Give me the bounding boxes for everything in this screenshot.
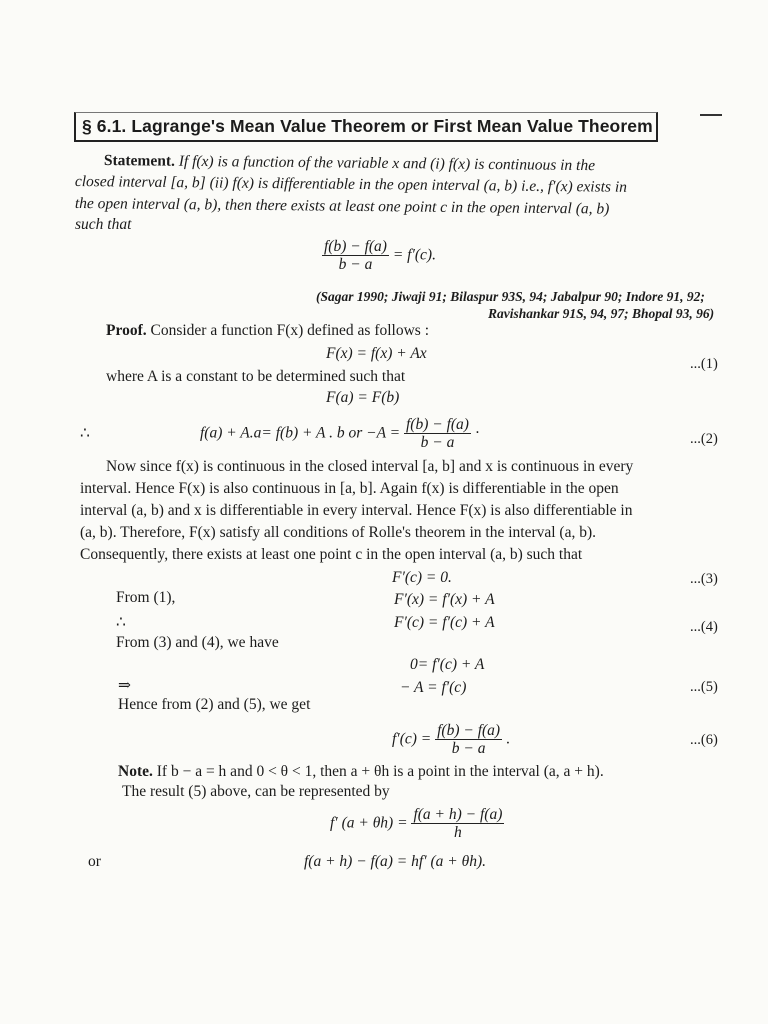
note-text-1: If b − a = h and 0 < θ < 1, then a + θh is a point in the interval (a, a + h).: [156, 763, 604, 780]
citation-line-2: Ravishankar 91S, 94, 97; Bhopal 93, 96): [488, 306, 715, 321]
statement-fraction: [322, 238, 389, 274]
statement-label: Statement.: [103, 151, 176, 170]
equation-6-dot: .: [505, 730, 510, 748]
note-label: Note.: [118, 763, 153, 780]
equation-2-numerator: f(b) − f(a): [406, 416, 469, 433]
equation-2-fraction: [404, 416, 471, 452]
from-2-5-text: Hence from (2) and (5), we get: [118, 696, 311, 713]
proof-para-line-4: (a, b). Therefore, F(x) satisfy all conditions of Rolle's theorem in the interval (a, b).: [80, 524, 597, 541]
where-line: where A is a constant to be determined such that: [106, 368, 406, 385]
zero-equation: 0= f′(c) + A: [410, 656, 485, 673]
corner-dash: [700, 114, 722, 116]
equation-5: − A = f′(c): [400, 679, 467, 696]
note-fraction: [411, 806, 504, 842]
equation-6: [392, 722, 510, 758]
equation-6-label: ...(6): [690, 732, 718, 748]
equation-4-label: ...(4): [690, 619, 718, 635]
statement-line-2: closed interval [a, b] (ii) f(x) is differentiable in the open interval (a, b) i.e., f′(x) exists in: [74, 172, 628, 196]
note-equation: [330, 806, 504, 842]
note-numerator: f(a + h) − f(a): [413, 806, 503, 823]
or-text: or: [88, 853, 101, 870]
proof-para-line-5: Consequently, there exists at least one point c in the open interval (a, b) such that: [80, 546, 583, 563]
equation-2-dot: ·: [474, 424, 481, 442]
equation-3-label: ...(3): [690, 571, 718, 587]
statement-line-4: such that: [75, 216, 132, 233]
from-3-4-text: From (3) and (4), we have: [116, 634, 279, 651]
implies-symbol: ⇒: [118, 677, 131, 694]
equation-2-label: ...(2): [690, 431, 718, 447]
equation-2: [200, 416, 480, 452]
equation-5-label: ...(5): [690, 679, 718, 695]
proof-para-line-2: interval. Hence F(x) is also continuous in [a, b]. Again f(x) is differentiable in the open: [80, 480, 619, 497]
section-heading: § 6.1. Lagrange's Mean Value Theorem or First Mean Value Theorem: [82, 116, 653, 136]
statement-equation: [322, 238, 436, 274]
boundary-condition: F(a) = F(b): [326, 389, 400, 406]
equation-6-fraction: [435, 722, 502, 758]
statement-line-3: the open interval (a, b), then there exists at least one point c in the open interval (a, b): [74, 194, 610, 218]
equation-6-denominator: b − a: [451, 740, 486, 757]
note-line-2: The result (5) above, can be represented by: [122, 783, 390, 800]
note-line-1: [118, 761, 604, 783]
equation-1: F(x) = f(x) + Ax: [326, 345, 427, 362]
proof-label: Proof.: [106, 322, 147, 339]
proof-intro-text: Consider a function F(x) defined as follows :: [150, 322, 429, 339]
equation-1-label: ...(1): [690, 356, 718, 372]
statement-numerator: f(b) − f(a): [324, 238, 387, 255]
proof-para-line-1: Now since f(x) is continuous in the closed interval [a, b] and x is continuous in every: [106, 458, 634, 475]
therefore-symbol-2: ∴: [116, 614, 126, 631]
final-equation: f(a + h) − f(a) = hf′ (a + θh).: [304, 853, 486, 870]
from-1-text: From (1),: [116, 589, 176, 606]
equation-2-denominator: b − a: [420, 434, 455, 451]
statement-text-1: If f(x) is a function of the variable x and (i) f(x) is continuous in the: [178, 152, 596, 175]
note-denominator: h: [454, 824, 462, 841]
equation-6-numerator: f(b) − f(a): [437, 722, 501, 739]
statement-rhs: = f′(c).: [392, 246, 436, 264]
statement-denominator: b − a: [338, 256, 373, 273]
proof-intro: [106, 320, 429, 342]
citation-line-1: (Sagar 1990; Jiwaji 91; Bilaspur 93S, 94; Jabalpur 90; Indore 91, 92;: [316, 289, 705, 304]
derivative-equation: F′(x) = f′(x) + A: [394, 591, 495, 608]
equation-6-lhs: f′(c) =: [392, 730, 432, 748]
equation-2-lhs: f(a) + A.a= f(b) + A . b or −A =: [200, 424, 401, 442]
note-equation-lhs: f′ (a + θh) =: [330, 814, 408, 832]
equation-3: F′(c) = 0.: [392, 569, 452, 586]
therefore-symbol: ∴: [80, 425, 90, 442]
equation-4: F′(c) = f′(c) + A: [394, 614, 495, 631]
proof-para-line-3: interval (a, b) and x is differentiable in every interval. Hence F(x) is also differentiable in: [80, 502, 633, 519]
